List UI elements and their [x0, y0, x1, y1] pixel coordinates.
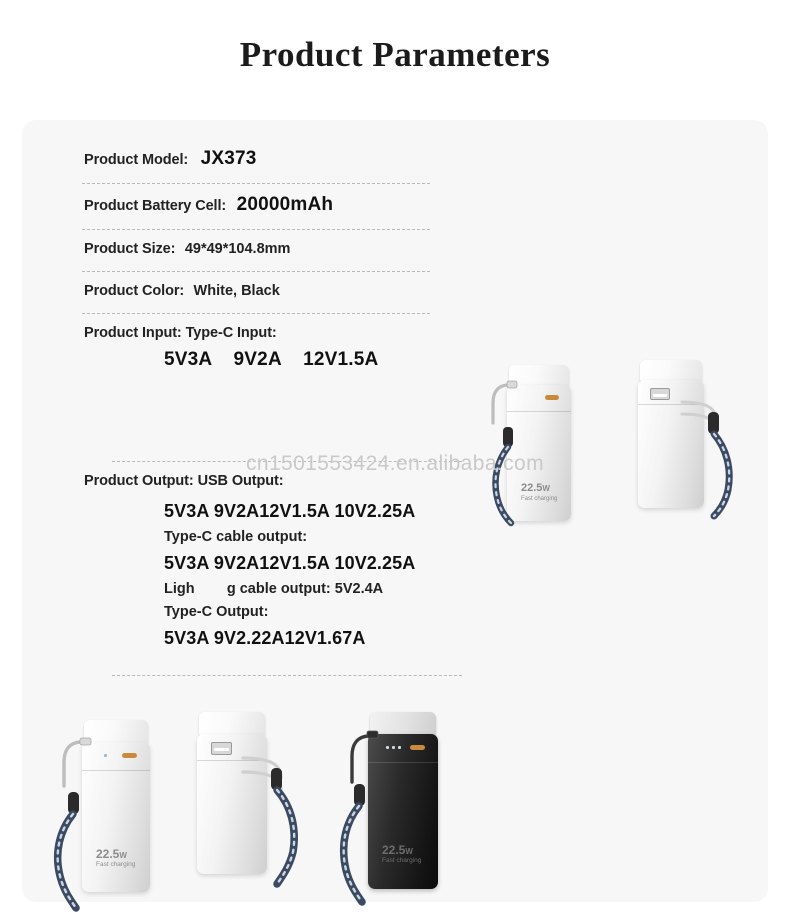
power-badge-unit: W — [405, 847, 413, 856]
product-image-bottom-3 — [312, 710, 472, 900]
spec-label-input: Product Input: Type-C Input: — [84, 325, 277, 341]
power-badge — [96, 848, 135, 869]
spec-label-typec-cable: Type-C cable output: — [164, 528, 308, 545]
product-image-bottom-1 — [32, 720, 182, 900]
watermark-text: cn1501553424.en.alibaba.com — [245, 452, 545, 475]
power-badge-number: 22.5 — [96, 847, 120, 861]
spec-label-output-usb: Product Output: USB Output: — [84, 473, 284, 489]
spec-list — [64, 142, 464, 680]
type-c-port-icon — [410, 745, 425, 750]
power-badge-unit: W — [542, 484, 550, 493]
lanyard-strap — [326, 784, 384, 908]
spec-value-typec-output: 5V3A 9V2.22A12V1.67A — [164, 628, 366, 649]
lanyard-strap — [42, 792, 98, 912]
power-badge-subtitle: Fast charging — [521, 496, 558, 502]
spec-label-size: Product Size: — [84, 241, 176, 257]
led-indicator-icon — [392, 746, 395, 749]
spacer-products — [64, 371, 464, 443]
product-cap — [199, 712, 265, 736]
divider-2 — [82, 229, 430, 230]
spec-row-model — [64, 142, 464, 177]
product-cap — [640, 360, 702, 382]
product-image-top-back — [622, 360, 752, 535]
spec-label-color: Product Color: — [84, 283, 185, 299]
lanyard-strap — [700, 412, 752, 522]
type-c-port-icon — [122, 753, 137, 758]
spec-row-color — [64, 276, 464, 307]
power-badge-number: 22.5 — [382, 843, 406, 857]
power-badge-subtitle: Fast charging — [382, 857, 422, 864]
divider-1 — [82, 183, 430, 184]
product-image-bottom-2 — [167, 712, 327, 897]
spec-label-battery: Product Battery Cell: — [84, 198, 227, 214]
spec-row-battery — [64, 188, 464, 223]
power-badge-number: 22.5 — [521, 482, 543, 494]
led-indicator-icon — [386, 746, 389, 749]
spec-label-lightning-cable: Ligh g cable output: 5V2.4A — [164, 580, 384, 597]
page-title: Product Parameters — [239, 35, 551, 74]
spec-value-input: 5V3A 9V2A 12V1.5A — [164, 349, 379, 370]
divider-4 — [82, 313, 430, 314]
divider-3 — [82, 271, 430, 272]
type-c-port-icon — [545, 395, 559, 400]
spec-value-color: White, Black — [193, 283, 280, 299]
spec-value-typec-cable: 5V3A 9V2A12V1.5A 10V2.25A — [164, 552, 416, 573]
usb-a-port-icon — [211, 742, 232, 755]
spec-row-output-usb — [64, 466, 464, 497]
spec-label-model: Product Model: — [84, 152, 189, 168]
divider-5 — [112, 461, 462, 462]
power-badge — [382, 844, 421, 865]
spec-value-size: 49*49*104.8mm — [184, 241, 291, 257]
spec-card — [22, 120, 768, 902]
divider-6 — [112, 675, 462, 676]
spec-value-output-usb: 5V3A 9V2A12V1.5A 10V2.25A — [164, 501, 416, 521]
usb-a-port-icon — [650, 388, 670, 400]
power-badge-unit: W — [119, 851, 127, 860]
product-image-top-front — [477, 365, 597, 535]
spec-row-size — [64, 234, 464, 265]
spec-label-typec-output: Type-C Output: — [164, 603, 269, 620]
spec-value-model: JX373 — [200, 148, 257, 169]
power-badge-subtitle: Fast charging — [96, 861, 136, 868]
led-indicator-icon — [104, 754, 107, 757]
led-indicator-icon — [398, 746, 401, 749]
spec-value-battery: 20000mAh — [236, 194, 334, 215]
spec-row-input — [64, 318, 464, 349]
lanyard-strap — [481, 427, 527, 527]
